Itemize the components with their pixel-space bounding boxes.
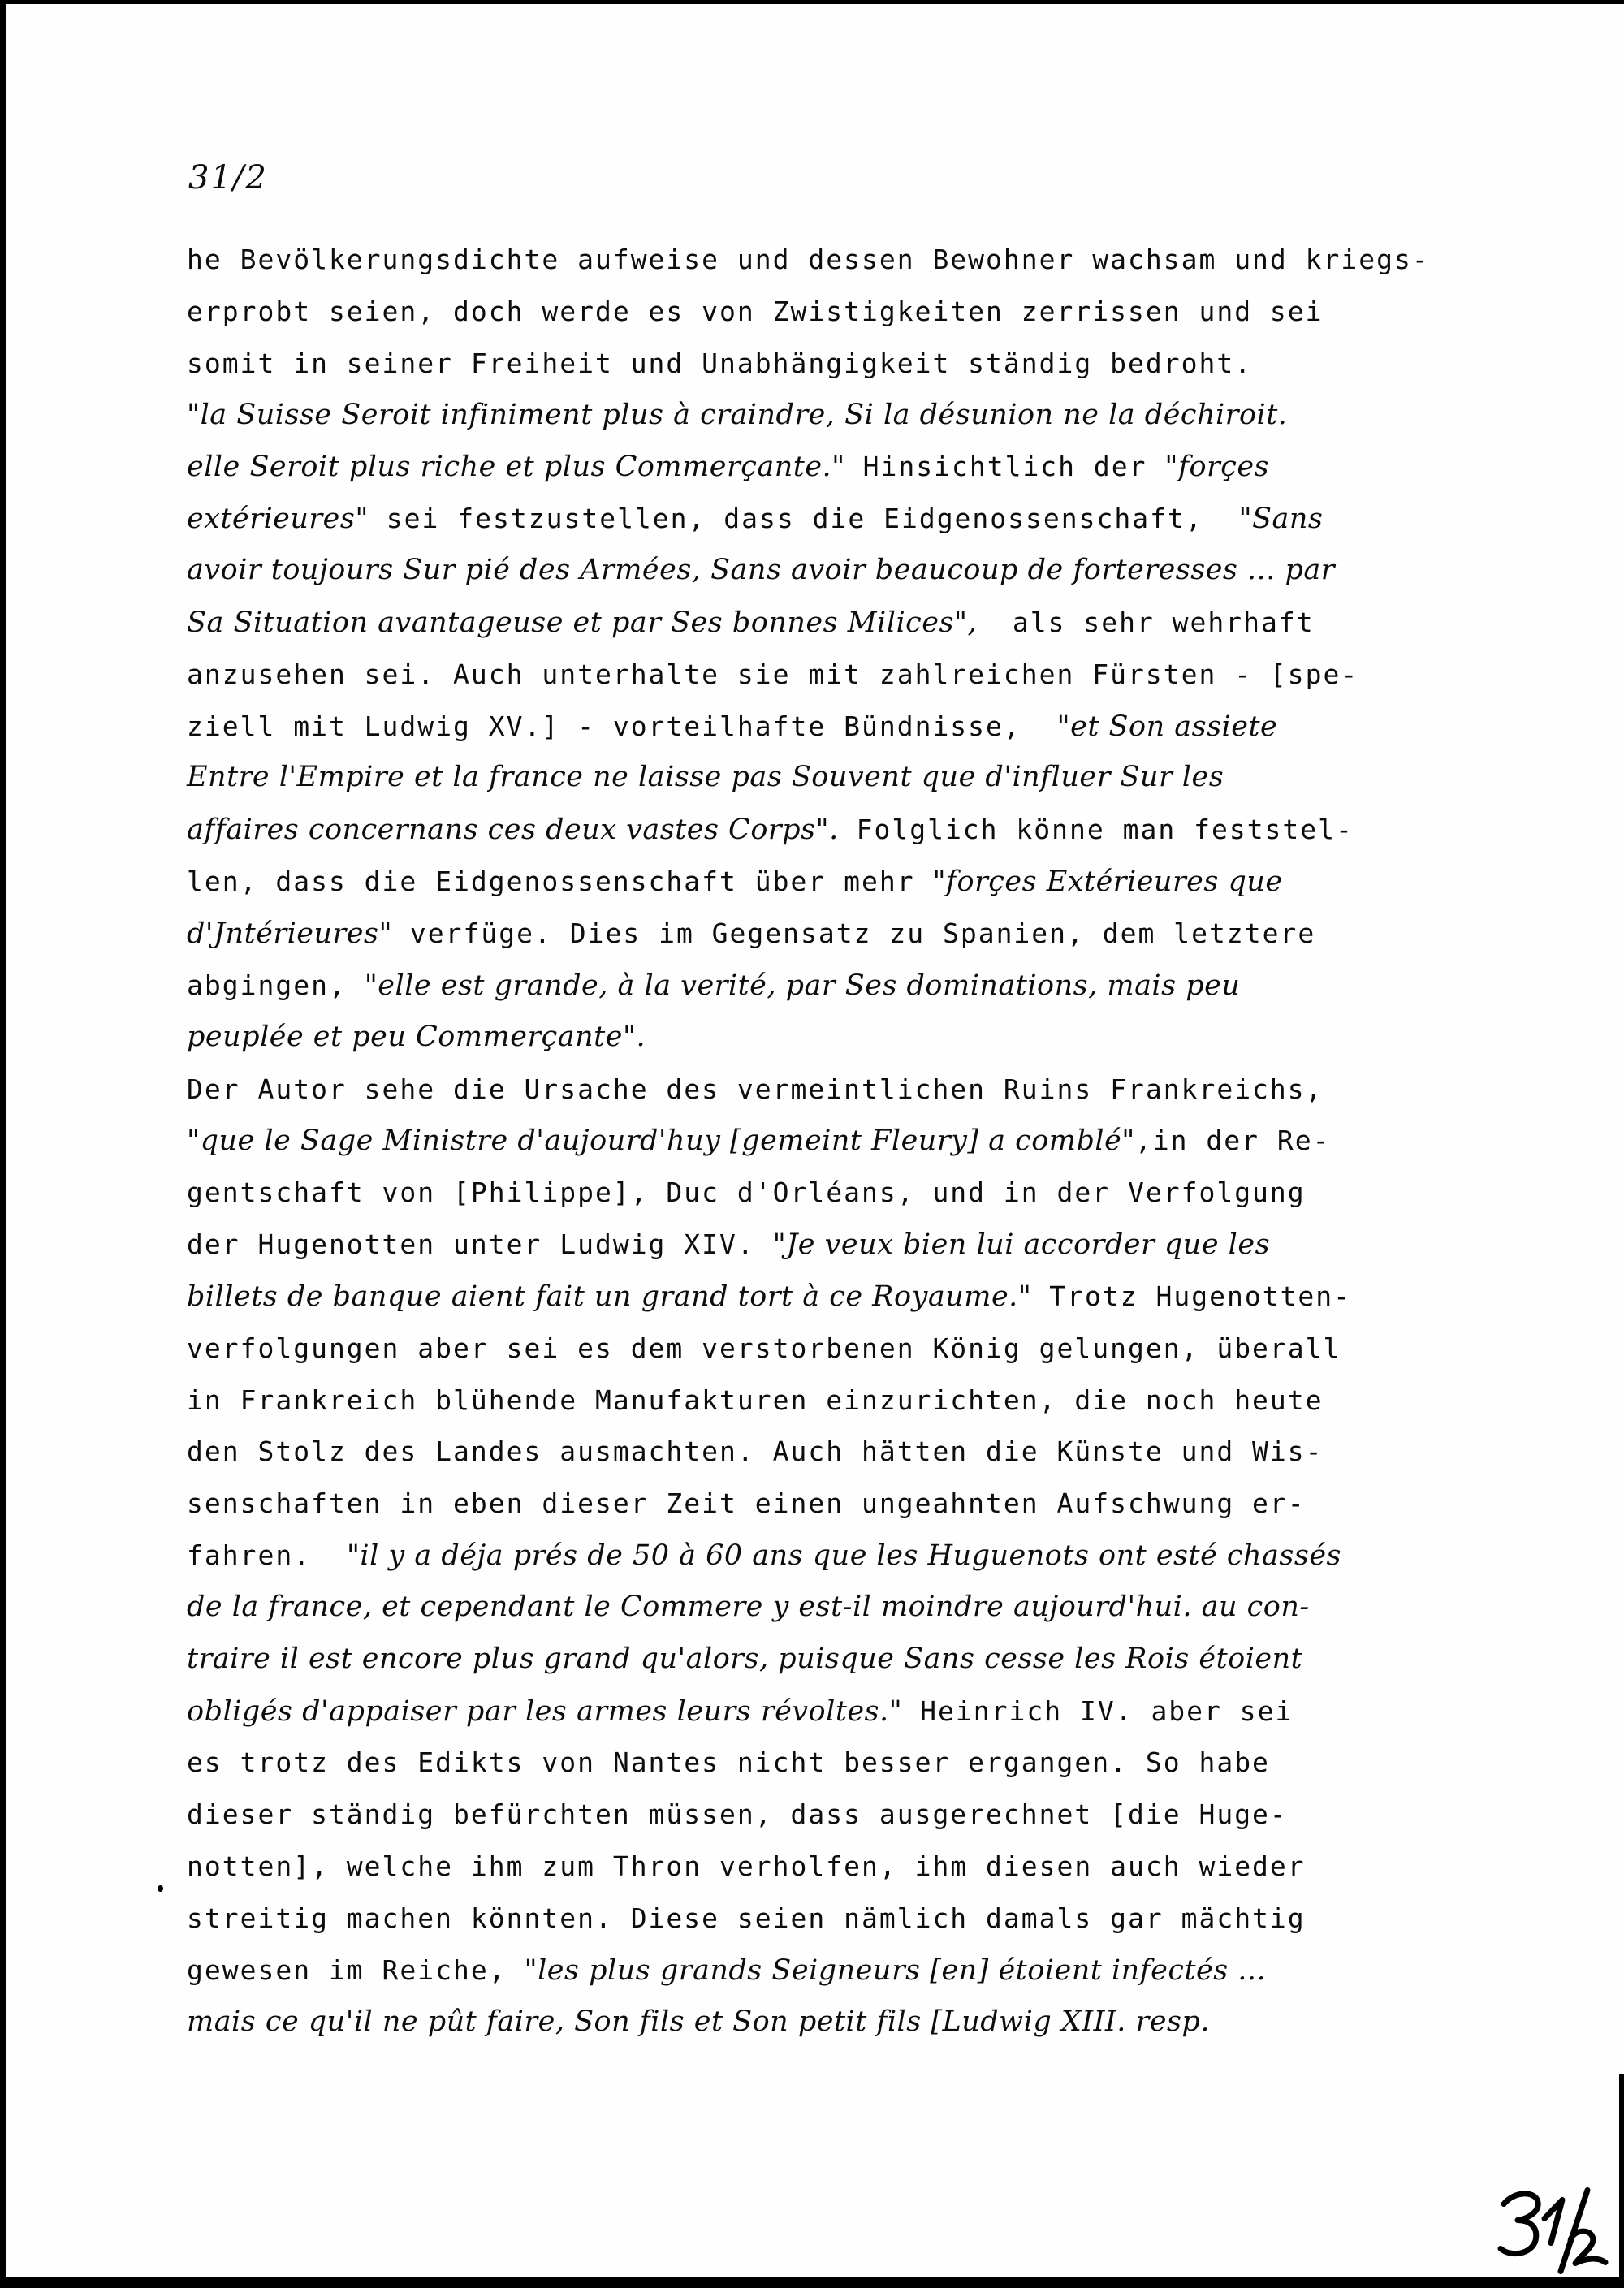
text-line [187, 1271, 1518, 1323]
text-segment-roman: len, dass die Eidgenossenschaft über mehr [187, 866, 933, 898]
text-segment-italic: avoir toujours Sur pié des Armées, Sans avoir beaucoup de forteresses ... par [187, 554, 1336, 587]
text-segment-roman: der Hugenotten unter Ludwig XIV. [187, 1228, 773, 1261]
text-segment-roman: somit in seiner Freiheit und Unabhängigkeit ständig bedroht. [187, 347, 1253, 379]
text-segment-italic: "la Suisse Seroit infiniment plus à craindre, Si la désunion ne la déchiroit. [187, 398, 1288, 431]
text-segment-roman: abgingen, [187, 969, 365, 1001]
text-line [187, 701, 1518, 753]
text-line [187, 234, 1518, 286]
text-segment-italic: Entre l'Empire et la france ne laisse pas Souvent que d'influer Sur les [187, 761, 1224, 794]
text-segment-roman: sei festzustellen, dass die Eidgenossenschaft, [368, 503, 1239, 535]
text-line [187, 1686, 1518, 1738]
text-segment-roman: erprobt seien, doch werde es von Zwistigkeiten zerrissen und sei [187, 295, 1324, 327]
text-line [187, 1997, 1518, 2048]
text-segment-italic: "elle est grande, à la verité, par Ses dominations, mais peu [364, 969, 1241, 1002]
text-line [187, 545, 1518, 597]
text-segment-roman: dieser ständig befürchten müssen, dass ausgerechnet [die Huge- [187, 1798, 1288, 1831]
text-segment-roman: fahren. [187, 1539, 347, 1572]
text-segment-roman: Der Autor sehe die Ursache des vermeintlichen Ruins Frankreichs, [187, 1073, 1324, 1105]
text-segment-roman: verfolgungen aber sei es dem verstorbenen König gelungen, überall [187, 1332, 1341, 1364]
handwritten-digit-3 [1501, 2194, 1538, 2254]
text-line [187, 1530, 1518, 1582]
text-segment-italic: extérieures" [187, 503, 369, 536]
text-line [187, 1115, 1518, 1167]
text-line [187, 1737, 1518, 1789]
text-line [187, 908, 1518, 960]
text-line [187, 597, 1518, 649]
handwritten-digit-1 [1544, 2200, 1562, 2243]
text-line [187, 1323, 1518, 1375]
text-segment-roman: Heinrich IV. aber sei [902, 1694, 1294, 1727]
text-line [187, 441, 1518, 493]
text-segment-roman: he Bevölkerungsdichte aufweise und dessen Bewohner wachsam und kriegs- [187, 244, 1430, 275]
text-segment-roman: ,in der Re- [1134, 1125, 1331, 1157]
text-line [187, 960, 1518, 1012]
text-line [187, 1064, 1518, 1116]
text-segment-roman: Trotz Hugenotten- [1031, 1280, 1352, 1312]
text-line [187, 1012, 1518, 1064]
text-segment-italic: "forçes [1164, 451, 1270, 484]
text-segment-italic: "Sans [1238, 503, 1324, 536]
text-line [187, 1841, 1518, 1893]
text-line [187, 1167, 1518, 1219]
text-segment-italic: "que le Sage Ministre d'aujourd'huy [gemeint Fleury] a comblé" [187, 1125, 1135, 1158]
text-segment-italic: "les plus grands Seigneurs [en] étoient infectés ... [524, 1953, 1267, 1987]
text-line [187, 1945, 1518, 1997]
text-line [187, 804, 1518, 856]
text-segment-roman: Hinsichtlich der [844, 451, 1165, 483]
text-segment-roman: Folglich könne man feststel- [838, 814, 1354, 846]
text-line [187, 493, 1518, 545]
scan-edge-top [0, 0, 1624, 4]
text-line [187, 338, 1518, 390]
text-segment-roman: anzusehen sei. Auch unterhalte sie mit zahlreichen Fürsten - [spe- [187, 658, 1359, 690]
text-segment-italic: "il y a déja prés de 50 à 60 ans que les Huguenots ont esté chassés [346, 1539, 1342, 1573]
text-segment-italic: "Je veux bien lui accorder que les [772, 1228, 1271, 1262]
text-line [187, 1582, 1518, 1634]
text-segment-italic: peuplée et peu Commerçante". [187, 1020, 646, 1053]
text-segment-italic: obligés d'appaiser par les armes leurs révoltes." [187, 1694, 903, 1728]
text-segment-italic: "forçes Extérieures que [932, 866, 1283, 899]
text-segment-italic: mais ce qu'il ne pût faire, Son fils et Son petit fils [Ludwig XIII. resp. [187, 2005, 1210, 2038]
text-line [187, 1375, 1518, 1427]
text-line [187, 390, 1518, 442]
text-segment-roman: ziell mit Ludwig XV.] - vorteilhafte Bündnisse, [187, 710, 1057, 742]
handwritten-digit-2 [1570, 2231, 1605, 2263]
text-segment-roman: senschaften in eben dieser Zeit einen ungeahnten Aufschwung er- [187, 1487, 1306, 1520]
page-number: 31/2 [188, 159, 268, 196]
text-segment-italic: Sa Situation avantageuse et par Ses bonnes Milices", [187, 606, 978, 639]
text-segment-italic: traire il est encore plus grand qu'alors, puisque Sans cesse les Rois étoient [187, 1642, 1303, 1675]
text-segment-italic: affaires concernans ces deux vastes Corps". [187, 814, 839, 847]
text-segment-roman: in Frankreich blühende Manufakturen einzurichten, die noch heute [187, 1384, 1324, 1416]
text-segment-roman: verfüge. Dies im Gegensatz zu Spanien, dem letztere [392, 917, 1316, 949]
margin-ink-dot [158, 1885, 163, 1892]
text-line [187, 856, 1518, 908]
text-lines [187, 234, 1518, 2048]
text-line [187, 1219, 1518, 1271]
scan-edge-right [1619, 2074, 1624, 2288]
text-segment-italic: elle Seroit plus riche et plus Commerçante." [187, 451, 845, 484]
text-segment-roman: notten], welche ihm zum Thron verholfen, ihm diesen auch wieder [187, 1850, 1306, 1883]
text-line [187, 286, 1518, 338]
text-segment-roman: den Stolz des Landes ausmachten. Auch hätten die Künste und Wis- [187, 1435, 1324, 1468]
scan-edge-bottom [0, 2277, 1624, 2288]
text-segment-italic: "et Son assiete [1056, 710, 1278, 743]
text-line [187, 649, 1518, 701]
text-line [187, 1893, 1518, 1945]
handwritten-page-number [1492, 2184, 1614, 2277]
text-line [187, 752, 1518, 804]
text-line [187, 1634, 1518, 1686]
text-segment-roman: streitig machen könnten. Diese seien nämlich damals gar mächtig [187, 1902, 1306, 1934]
text-segment-italic: d'Jntérieures" [187, 917, 393, 950]
text-line [187, 1789, 1518, 1841]
text-line [187, 1426, 1518, 1478]
text-segment-roman: als sehr wehrhaft [977, 606, 1315, 638]
text-segment-roman: gewesen im Reiche, [187, 1953, 525, 1986]
text-segment-roman: es trotz des Edikts von Nantes nicht besser ergangen. So habe [187, 1746, 1270, 1779]
text-segment-italic: de la france, et cependant le Commere y est-il moindre aujourd'hui. au con- [187, 1590, 1310, 1623]
text-line [187, 1478, 1518, 1530]
text-segment-roman: gentschaft von [Philippe], Duc d'Orléans, und in der Verfolgung [187, 1176, 1306, 1209]
scan-edge-left [0, 0, 6, 2288]
text-segment-italic: billets de banque aient fait un grand tort à ce Royaume." [187, 1280, 1032, 1313]
